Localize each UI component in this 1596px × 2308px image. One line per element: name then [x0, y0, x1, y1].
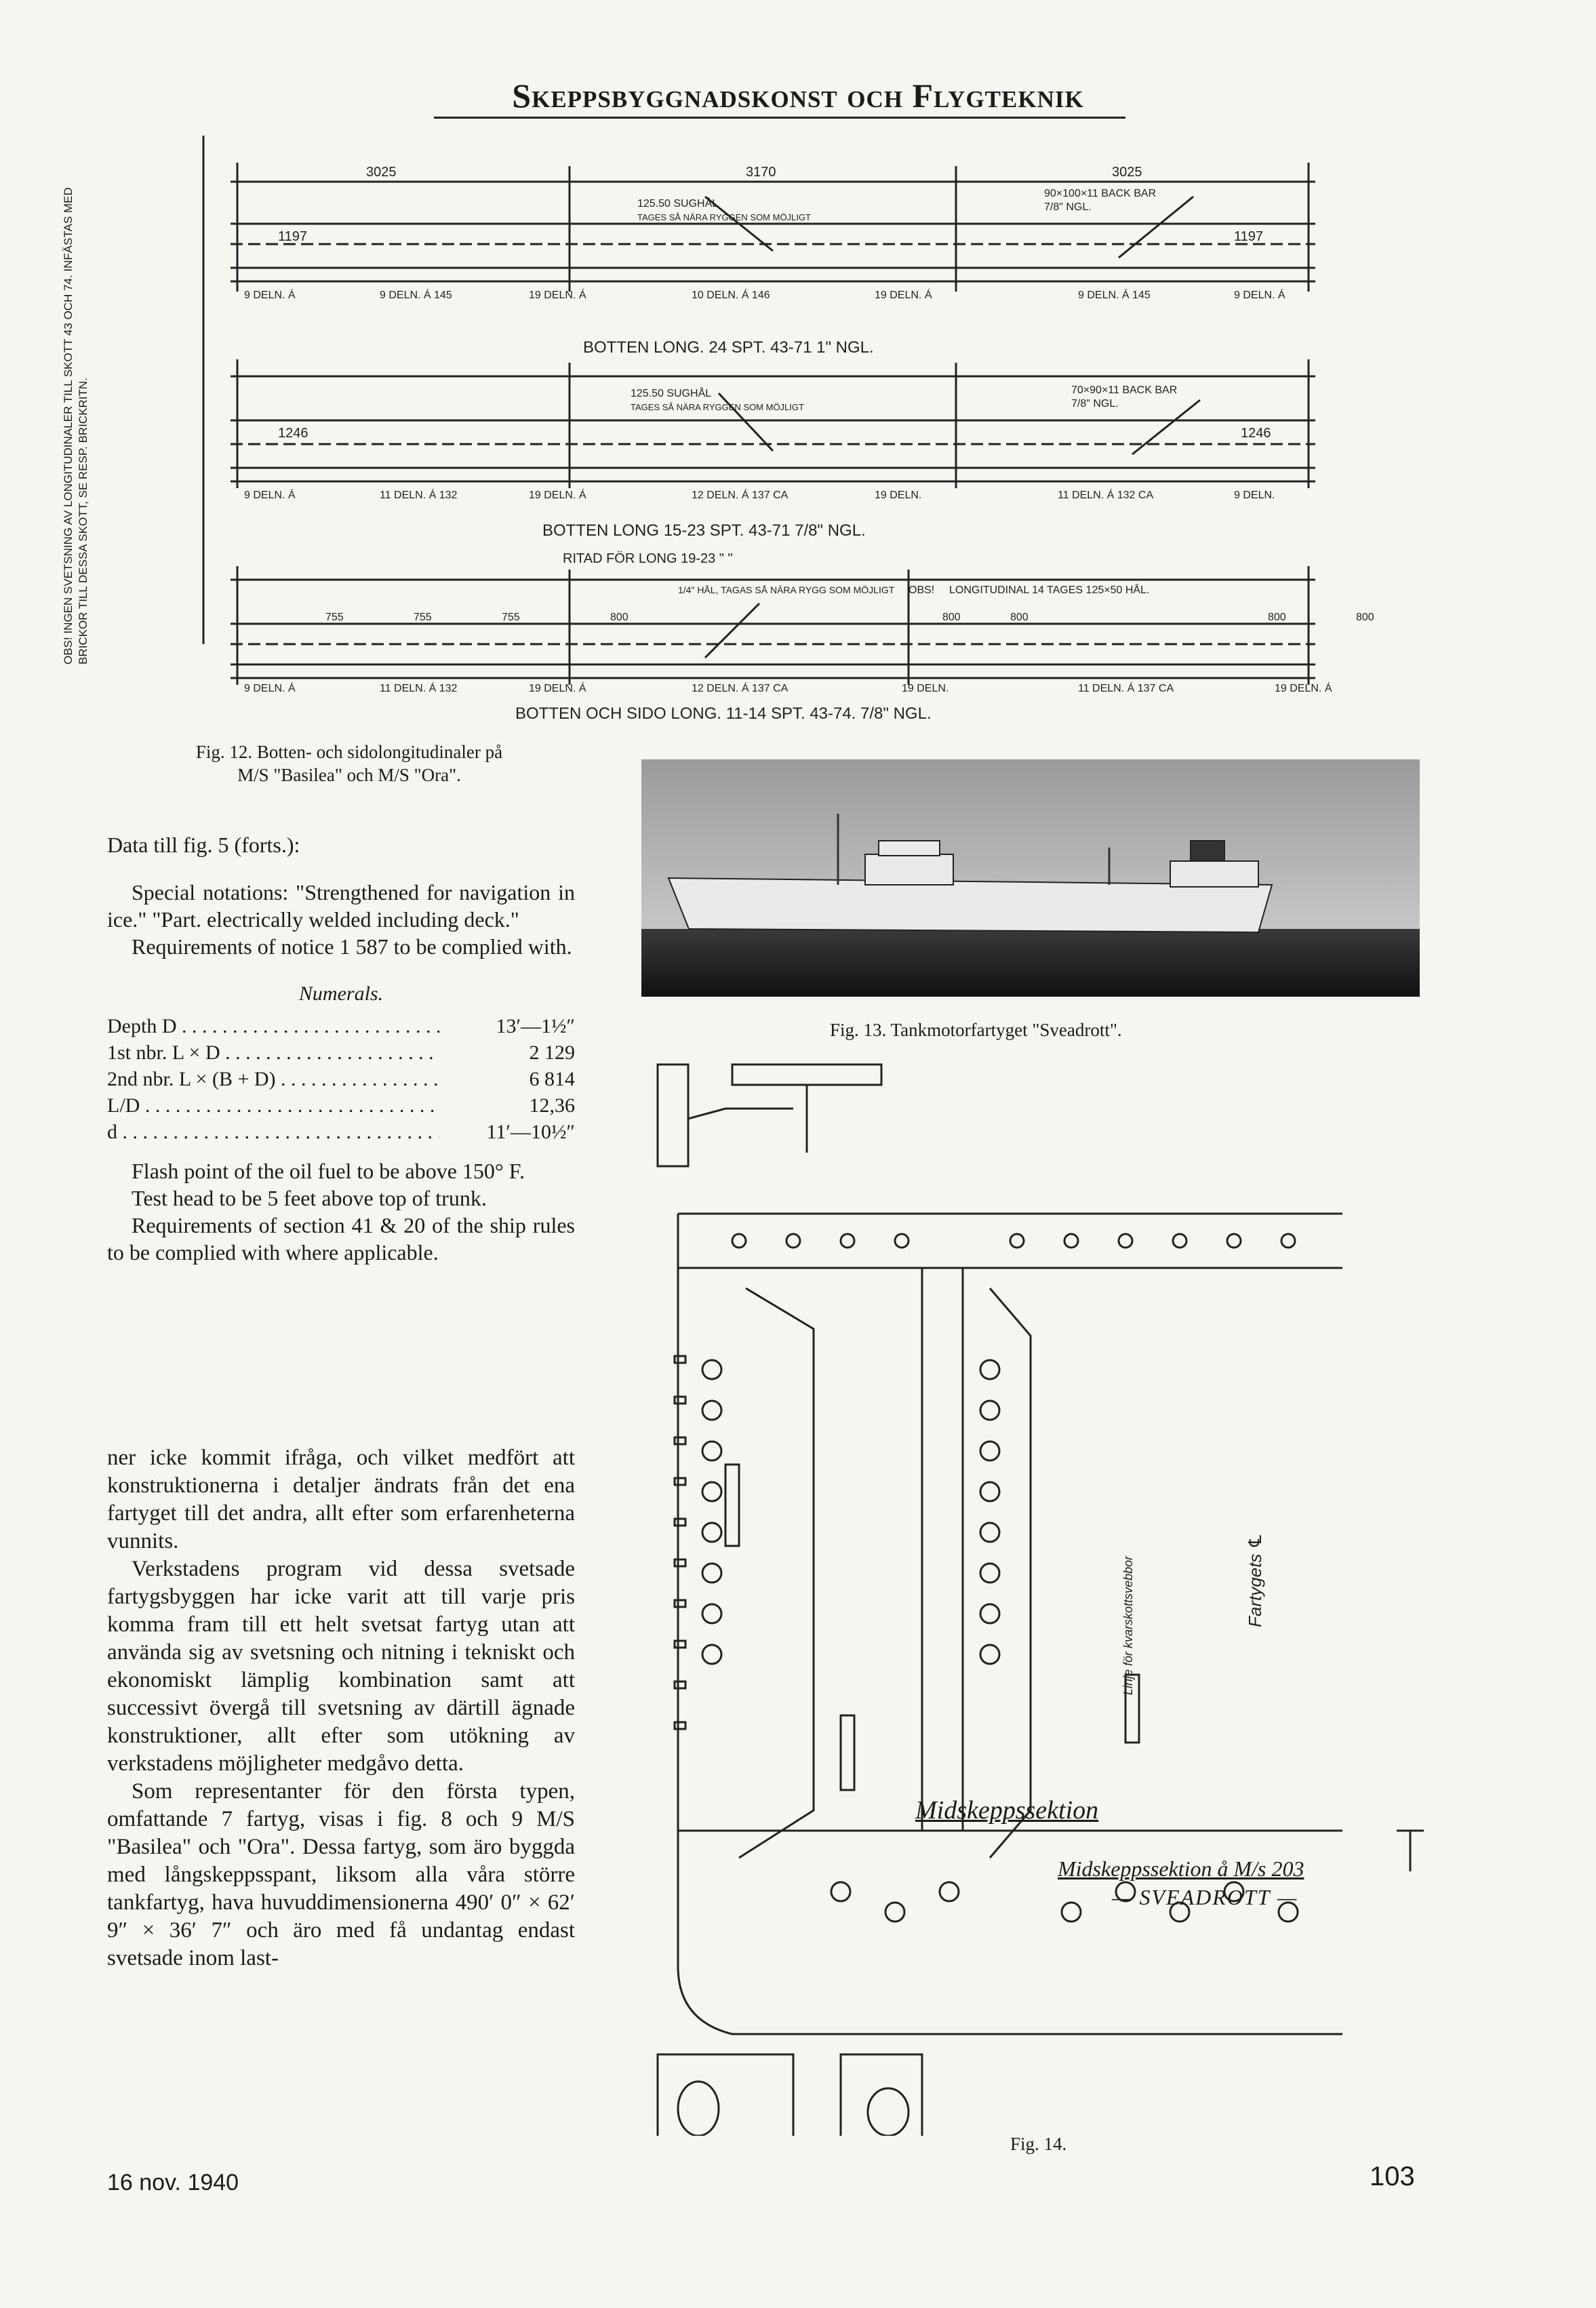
footer-date: 16 nov. 1940 [107, 2170, 239, 2195]
fig12-p3-div-1: 9 DELN. Á [244, 683, 296, 694]
fig12-p3-dim-6: 800 [1010, 612, 1029, 623]
fig12-p1-div-6: 9 DELN. Á 145 [1078, 290, 1151, 301]
fig12-side-note: OBS! INGEN SVETSNING AV LONGITUDINALER TILL SKOTT 43 OCH 74. INFÄSTAS MED BRICKOR TILL DESSA SKOTT, SE RESP. BRICKRITN. [62, 187, 89, 664]
fig12-dim-1: 3025 [366, 165, 397, 180]
fig12-p3-dim-3: 755 [502, 612, 520, 623]
fig12-p1-div-2: 9 DELN. Á 145 [380, 290, 452, 301]
data-paragraph: Special notations: "Strengthened for navigation in ice." "Part. electrically welded including deck." [107, 880, 575, 932]
fig12-p1-div-3: 19 DELN. Á [529, 290, 586, 301]
page-number: 103 [1370, 2162, 1415, 2191]
fig12-note-2: TAGES SÅ NÄRA RYGGEN SOM MÖJLIGT [637, 212, 811, 222]
fig12-p3-dim-8: 800 [1356, 612, 1374, 623]
fig12-p3-dim-2: 755 [414, 612, 432, 623]
fig12-drawing [95, 129, 1451, 725]
numerals-row [107, 1013, 575, 1039]
fig12-p3-dim-4: 800 [610, 612, 629, 623]
fig12-p3-dim-5: 800 [942, 612, 961, 623]
numerals-row [107, 1092, 575, 1119]
numeral-value: 12,36 [439, 1092, 575, 1119]
fig12-p1-bottom-label: BOTTEN LONG. 24 SPT. 43-71 1" NGL. [583, 338, 874, 357]
fig13-caption: Fig. 13. Tankmotorfartyget "Sveadrott". [830, 1020, 1122, 1040]
fig12-rib-1: 1197 [278, 229, 308, 244]
numeral-label: 1st nbr. L × D . . . [107, 1039, 439, 1066]
body-text [107, 1444, 575, 1972]
numeral-value: 6 814 [439, 1066, 575, 1092]
fig12-p3-note-1: 1/4" HÅL, TAGAS SÅ NÄRA RYGG SOM MÖJLIGT [678, 584, 895, 595]
fig12-p1-div-4: 10 DELN. Á 146 [692, 290, 770, 301]
data-heading: Data till fig. 5 (forts.): [107, 833, 300, 857]
fig12-caption [112, 740, 586, 787]
fig12-p3-div-3: 19 DELN. Á [529, 683, 586, 694]
fig12-p2-rib-2: 1246 [1241, 426, 1271, 441]
fig12-note-3: 90×100×11 BACK BAR [1044, 188, 1157, 199]
numeral-value: 13′—1½″ [439, 1013, 575, 1039]
fig12-p3-bottom-label: BOTTEN OCH SIDO LONG. 11-14 SPT. 43-74. 7/8" NGL. [515, 704, 932, 723]
fig12-p2-div-1: 9 DELN. Á [244, 490, 296, 501]
fig12-p2-div-6: 11 DELN. Á 132 CA [1058, 490, 1154, 501]
numerals-row [107, 1066, 575, 1092]
fig12-p1-div-5: 19 DELN. Á [875, 290, 932, 301]
page-header: Skeppsbyggnadskonst och Flygteknik [512, 77, 1084, 115]
fig12-p2-div-3: 19 DELN. Á [529, 490, 586, 501]
numerals-title: Numerals. [298, 982, 384, 1005]
numeral-value: 11′—10½″ [439, 1119, 575, 1145]
fig12-p3-div-2: 11 DELN. Á 132 [380, 683, 458, 694]
data-after: Test head to be 5 feet above top of trunk. [132, 1186, 487, 1210]
numerals-row [107, 1039, 575, 1066]
fig12-note-4: 7/8" NGL. [1044, 201, 1092, 213]
fig12-dim-2: 3170 [746, 165, 776, 180]
body-paragraph: Som representanter för den första typen, omfattande 7 fartyg, visas i fig. 8 och 9 M/S "Basilea" och "Ora". Dessa fartyg, som äro byggda med långskeppsspant, liksom alla våra större tankfartyg, hava huvuddimensionerna 490′ 0″ × 62′ 9″ × 36′ 7″ och äro med få undantag endast svetsade inom last- [107, 1779, 575, 1970]
fig14-line-label: Linje för kvarskottsvebbor [1121, 1555, 1135, 1695]
numeral-value: 2 129 [439, 1039, 575, 1066]
data-section [107, 831, 575, 1266]
body-paragraph: ner icke kommit ifråga, och vilket medfört att konstruktionerna i detaljer ändrats från det ena fartyget till det andra, allt efter som erfarenheterna vunnits. [107, 1446, 575, 1553]
fig14-centerline-label: Fartygets ℄ [1245, 1533, 1265, 1627]
fig12-p2-note-3: 70×90×11 BACK BAR [1071, 384, 1178, 396]
fig12-p3-note-3: LONGITUDINAL 14 TAGES 125×50 HÅL. [949, 584, 1150, 596]
data-after: Flash point of the oil fuel to be above 150° F. [132, 1159, 525, 1183]
fig12-p2-div-2: 11 DELN. Á 132 [380, 490, 458, 501]
fig12-p3-div-5: 19 DELN. [902, 683, 949, 694]
fig12-rib-2: 1197 [1234, 229, 1264, 244]
fig14-title3: — SVEADROTT — [1112, 1885, 1298, 1909]
fig12-dim-3: 3025 [1112, 165, 1142, 180]
body-paragraph: Verkstadens program vid dessa svetsade fartygsbyggen har icke varit att till varje pris komma fram till ett helt svetsat fartyg utan att använda sig av svetsning och nitning i tekniskt och ekonomiskt lämplig kombination samt att successivt övergå till svetsning av därtill ägnade konstruktioner, allt efter som utökning av verkstadens möjligheter medgåvo detta. [107, 1557, 575, 1776]
fig12-p3-div-4: 12 DELN. Á 137 CA [692, 683, 789, 694]
fig14-title2: Midskeppssektion å M/s 203 [1058, 1856, 1304, 1881]
fig14-drawing [637, 1044, 1451, 2136]
fig12-p2-note-4: 7/8" NGL. [1071, 398, 1119, 410]
numeral-label: Depth D . . . [107, 1013, 439, 1039]
fig12-caption-line2: M/S "Basilea" och M/S "Ora". [237, 765, 461, 785]
numerals-row [107, 1119, 575, 1145]
fig14-caption: Fig. 14. [1010, 2134, 1067, 2154]
fig12-p3-div-6: 11 DELN. Á 137 CA [1078, 683, 1174, 694]
fig12-p2-div-4: 12 DELN. Á 137 CA [692, 490, 789, 501]
header-rule [434, 117, 1125, 119]
fig12-p3-dim-1: 755 [325, 612, 344, 623]
fig12-p2-rib-1: 1246 [278, 426, 308, 441]
fig12-p1-div-7: 9 DELN. Á [1234, 290, 1285, 301]
fig12-p3-dim-7: 800 [1268, 612, 1286, 623]
fig12-p2-div-5: 19 DELN. [875, 490, 922, 501]
fig14-title1: Midskeppssektion [915, 1796, 1099, 1825]
fig12-p3-note-2: OBS! [909, 584, 935, 596]
fig13-photo [641, 759, 1420, 997]
numeral-label: L/D . . . [107, 1092, 439, 1119]
fig12-p2-bottom-label: BOTTEN LONG 15-23 SPT. 43-71 7/8" NGL. [542, 521, 866, 540]
numeral-label: 2nd nbr. L × (B + D) . . . [107, 1066, 439, 1092]
fig12-caption-line1: Fig. 12. Botten- och sidolongitudinaler på [195, 742, 503, 762]
fig12-p2-div-7: 9 DELN. [1234, 490, 1275, 501]
data-after: Requirements of section 41 & 20 of the ship rules to be complied with where applicable. [107, 1213, 575, 1265]
fig12-p2-ritad: RITAD FÖR LONG 19-23 " " [563, 551, 733, 566]
fig12-p2-note-1: 125.50 SUGHÅL [631, 388, 712, 399]
numeral-label: d . . . [107, 1119, 439, 1145]
fig12-p2-note-2: TAGES SÅ NÄRA RYGGEN SOM MÖJLIGT [631, 402, 804, 412]
fig12-p3-div-7: 19 DELN. Á [1275, 683, 1332, 694]
data-paragraph: Requirements of notice 1 587 to be complied with. [132, 934, 572, 959]
fig12-note-1: 125.50 SUGHÅL [637, 198, 719, 210]
fig12-p1-div-1: 9 DELN. Á [244, 290, 296, 301]
